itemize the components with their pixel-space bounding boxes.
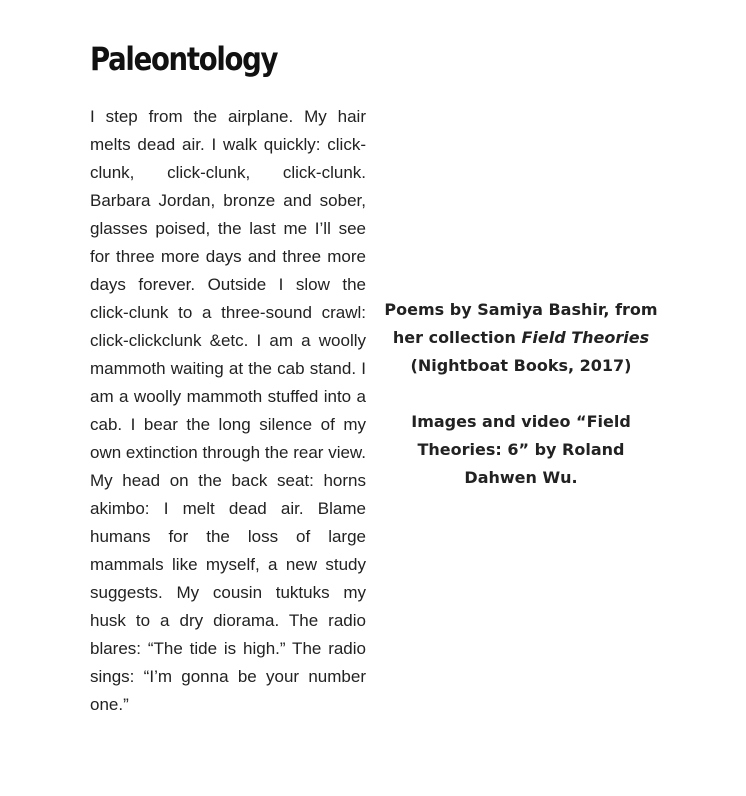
poem-body: I step from the airplane. My hair melts dead air. I walk quickly: click-clunk, click-clunk, click-clunk. Barbara Jordan, bronze and sober, glasses poised, the last me I’ll see for three more days and three more days forever. Outside I slow the click-clunk to a three-sound crawl: click-clickclunk &etc. I am a woolly mammoth waiting at the cab stand. I am a woolly mammoth stuffed into a cab. I bear the long silence of my own extinction through the rear view. My head on the back seat: horns akimbo: I melt dead air. Blame humans for the loss of large mammals like myself, a new study suggests. My cousin tuktuks my husk to a dry diorama. The radio blares: “The tide is high.” The radio sings: “I’m gonna be your number one.”: [90, 107, 366, 714]
collection-title: Field Theories: [521, 328, 650, 347]
poems-credit: [380, 296, 662, 380]
publisher-info: (Nightboat Books, 2017): [410, 356, 632, 375]
images-credit: Images and video “Field Theories: 6” by Roland Dahwen Wu.: [411, 412, 631, 487]
credits-sidebar: [380, 296, 662, 492]
poem-title: Paleontology: [90, 40, 278, 78]
poems-credit-text: Poems by Samiya Bashir, from her collection: [384, 300, 658, 347]
